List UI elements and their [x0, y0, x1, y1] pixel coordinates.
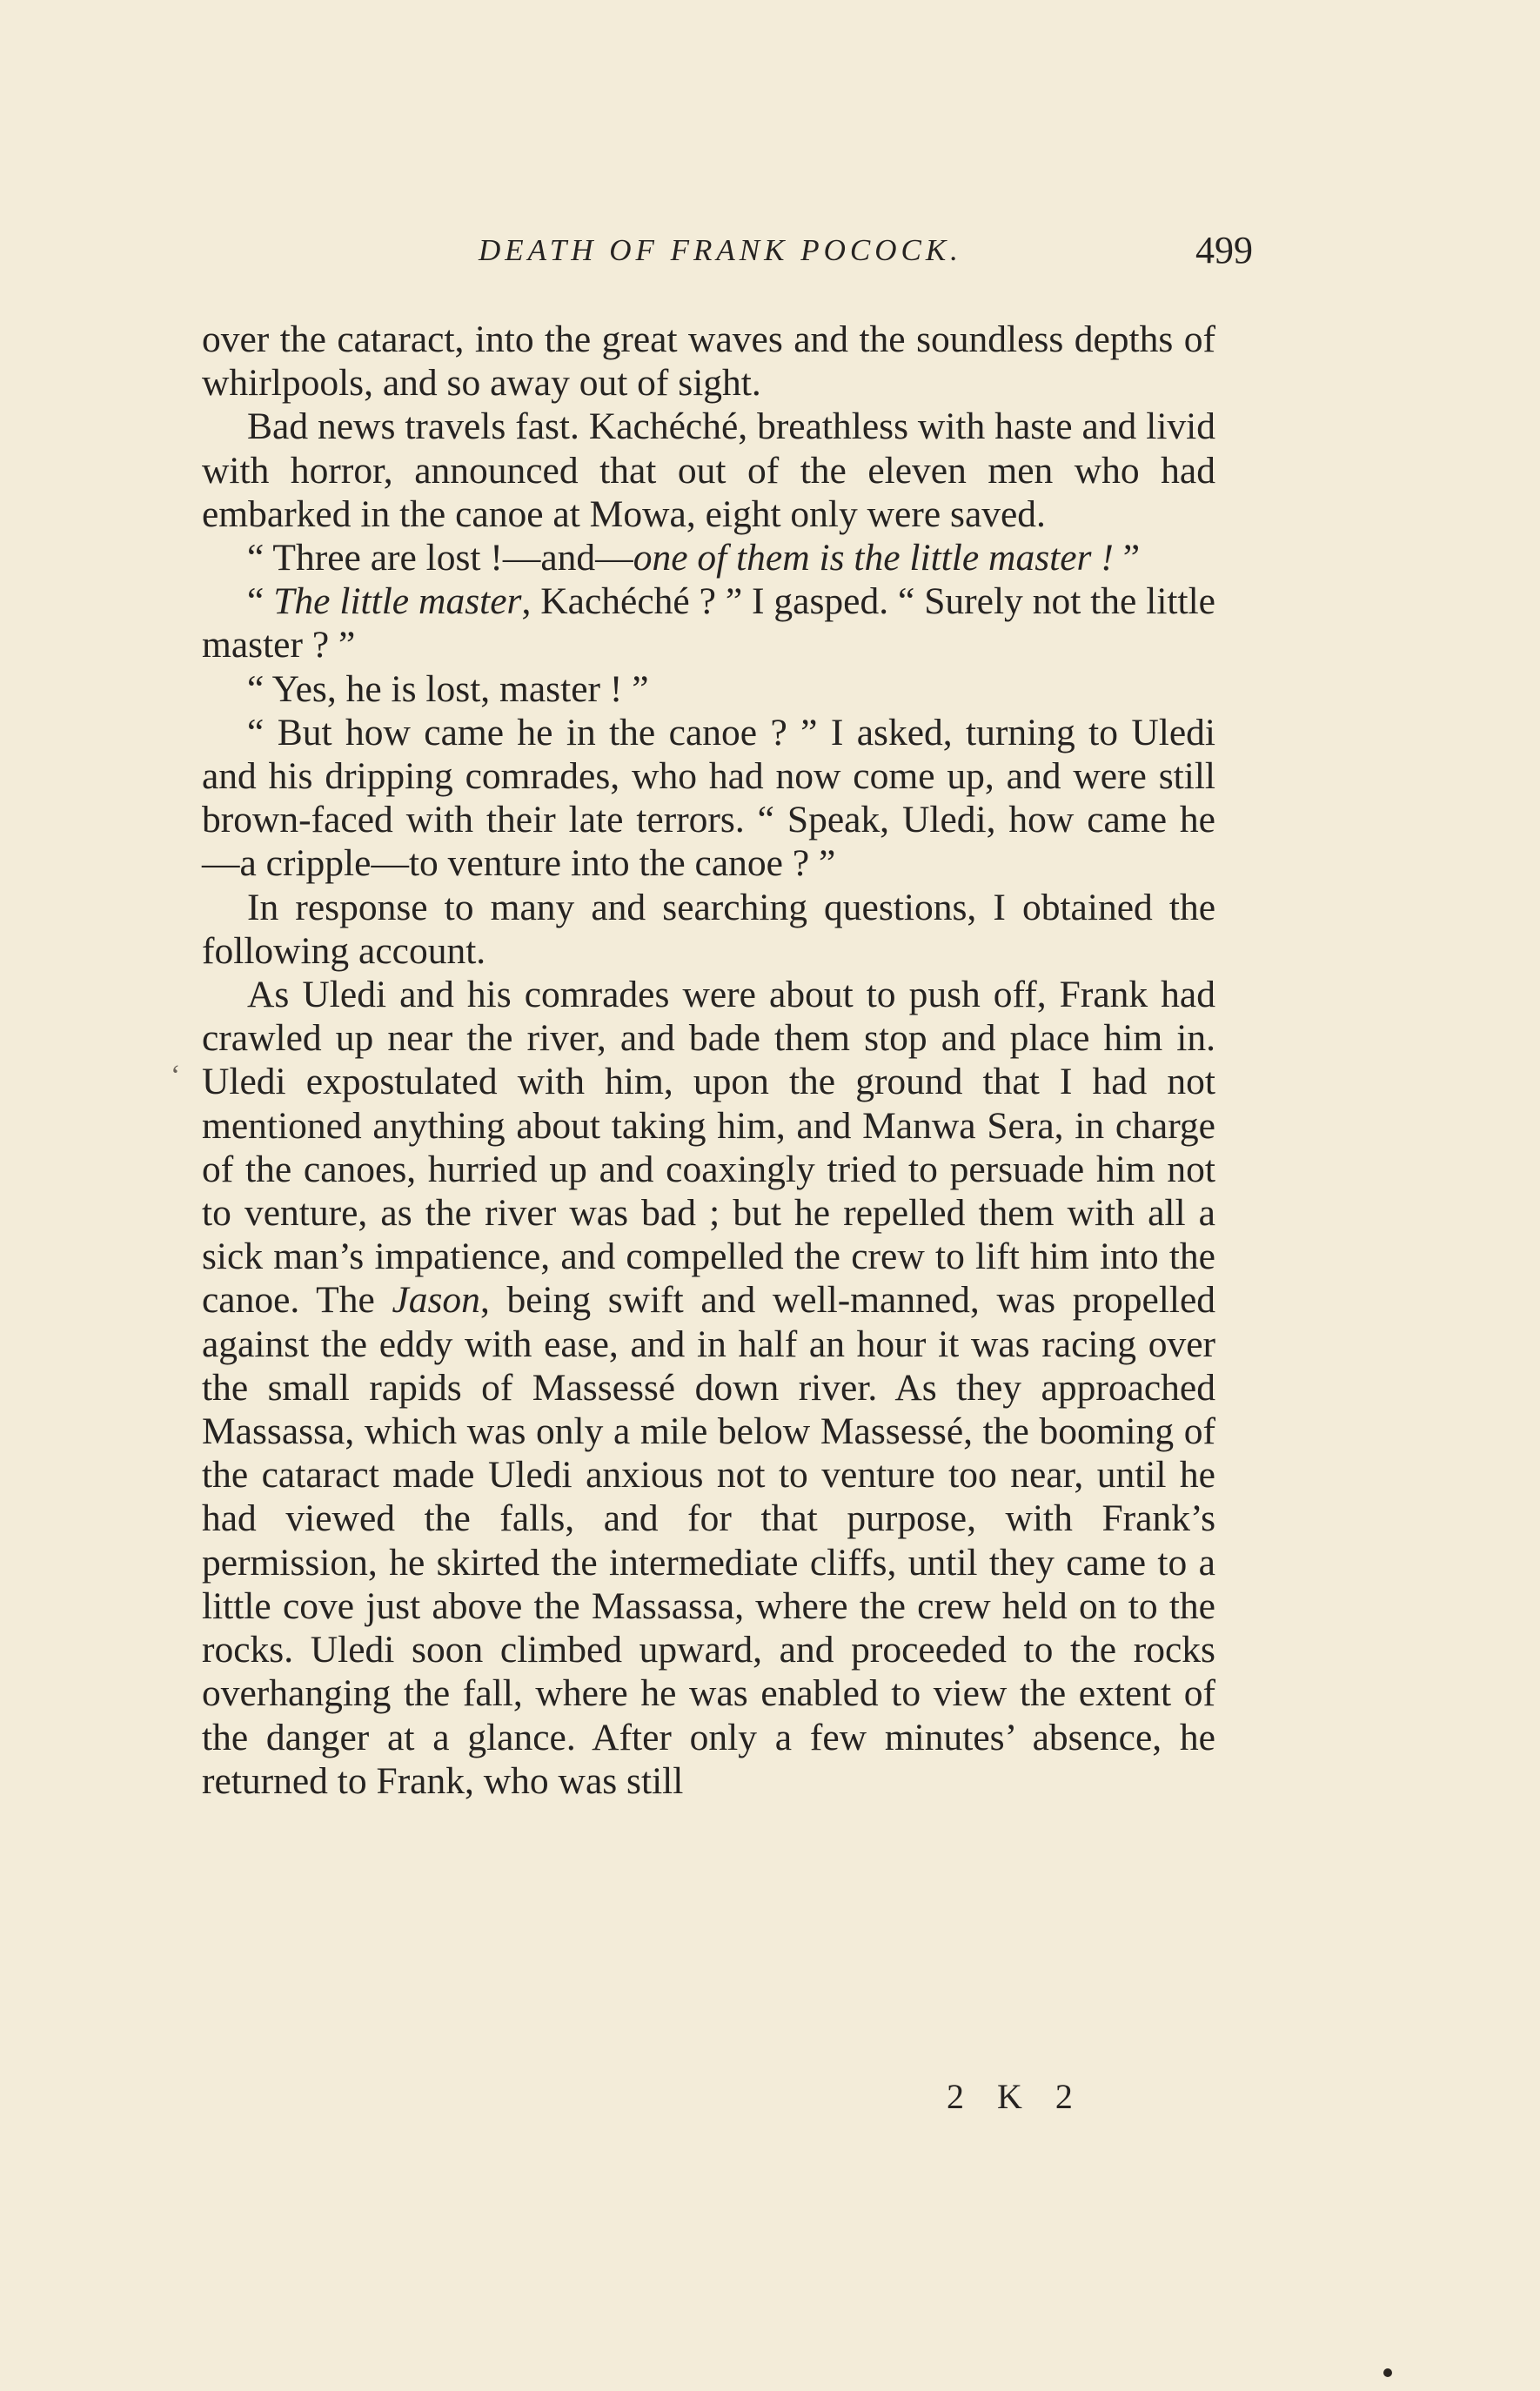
- paragraph: [202, 667, 1215, 711]
- body-text: [202, 318, 1215, 1803]
- paragraph: [202, 318, 1215, 405]
- paragraph-text: “: [247, 580, 274, 623]
- ink-spot: [1383, 2368, 1392, 2377]
- paragraph-text: over the cataract, into the great waves and the soundless depths of whirlpools, and so away out of sight.: [202, 318, 1215, 405]
- paragraph: [202, 405, 1215, 536]
- paragraph-text: , Kachéché ? ” I gasped. “ Surely not the little master ? ”: [202, 580, 1215, 666]
- running-head: [452, 228, 1253, 280]
- paragraph-text: “ Yes, he is lost, master ! ”: [247, 667, 649, 710]
- signature-mark: 2 K 2: [947, 2077, 1085, 2116]
- paragraph: [202, 886, 1215, 973]
- italic-text: Jason: [392, 1279, 480, 1322]
- margin-mark: ‘: [171, 1060, 181, 1092]
- paragraph: [202, 973, 1215, 1803]
- paragraph-text: “ Three are lost !—and—: [247, 537, 633, 579]
- paragraph-text: As Uledi and his comrades were about to push off, Frank had crawled up near the river, and bade them stop and place him in. Uledi expostulated with him, upon the ground that I had not mentioned anything about taking him, and Manwa Sera, in charge of the canoes, hurried up and coaxingly tried to persuade him not to venture, as the river was bad ; but he repelled them with all a sick man’s impatience, and compelled the crew to lift him into the canoe. The: [202, 974, 1215, 1322]
- paragraph-text: ”: [1113, 537, 1140, 579]
- paragraph: [202, 579, 1215, 666]
- paragraph-text: In response to many and searching questions, I obtained the following account.: [202, 886, 1215, 972]
- paragraph-text: “ But how came he in the canoe ? ” I asked, turning to Uledi and his dripping comrades, who had now come up, and were still brown-faced with their late terrors. “ Speak, Uledi, how came he—a cripple—to venture into the canoe ? ”: [202, 711, 1215, 885]
- paragraph: [202, 536, 1215, 579]
- paragraph-text: Bad news travels fast. Kachéché, breathless with haste and livid with horror, announced that out of the eleven men who had embarked in the canoe at Mowa, eight only were saved.: [202, 405, 1215, 535]
- page-number: 499: [1195, 229, 1253, 271]
- paragraph-text: , being swift and well-manned, was propelled against the eddy with ease, and in half an hour it was racing over the small rapids of Massessé down river. As they approached Massassa, which was only a mile below Massessé, the booming of the cataract made Uledi anxious not to venture too near, until he had viewed the falls, and for that purpose, with Frank’s permission, he skirted the intermediate cliffs, until they came to a little cove just above the Massassa, where the crew held on to the rocks. Uledi soon climbed upward, and proceeded to the rocks overhanging the fall, where he was enabled to view the extent of the danger at a glance. After only a few minutes’ absence, he returned to Frank, who was still: [202, 1279, 1216, 1802]
- italic-text: one of them is the little master !: [633, 537, 1114, 579]
- paragraph: [202, 711, 1215, 886]
- running-title: DEATH OF FRANK POCOCK.: [479, 233, 962, 267]
- italic-text: The little master: [273, 580, 522, 623]
